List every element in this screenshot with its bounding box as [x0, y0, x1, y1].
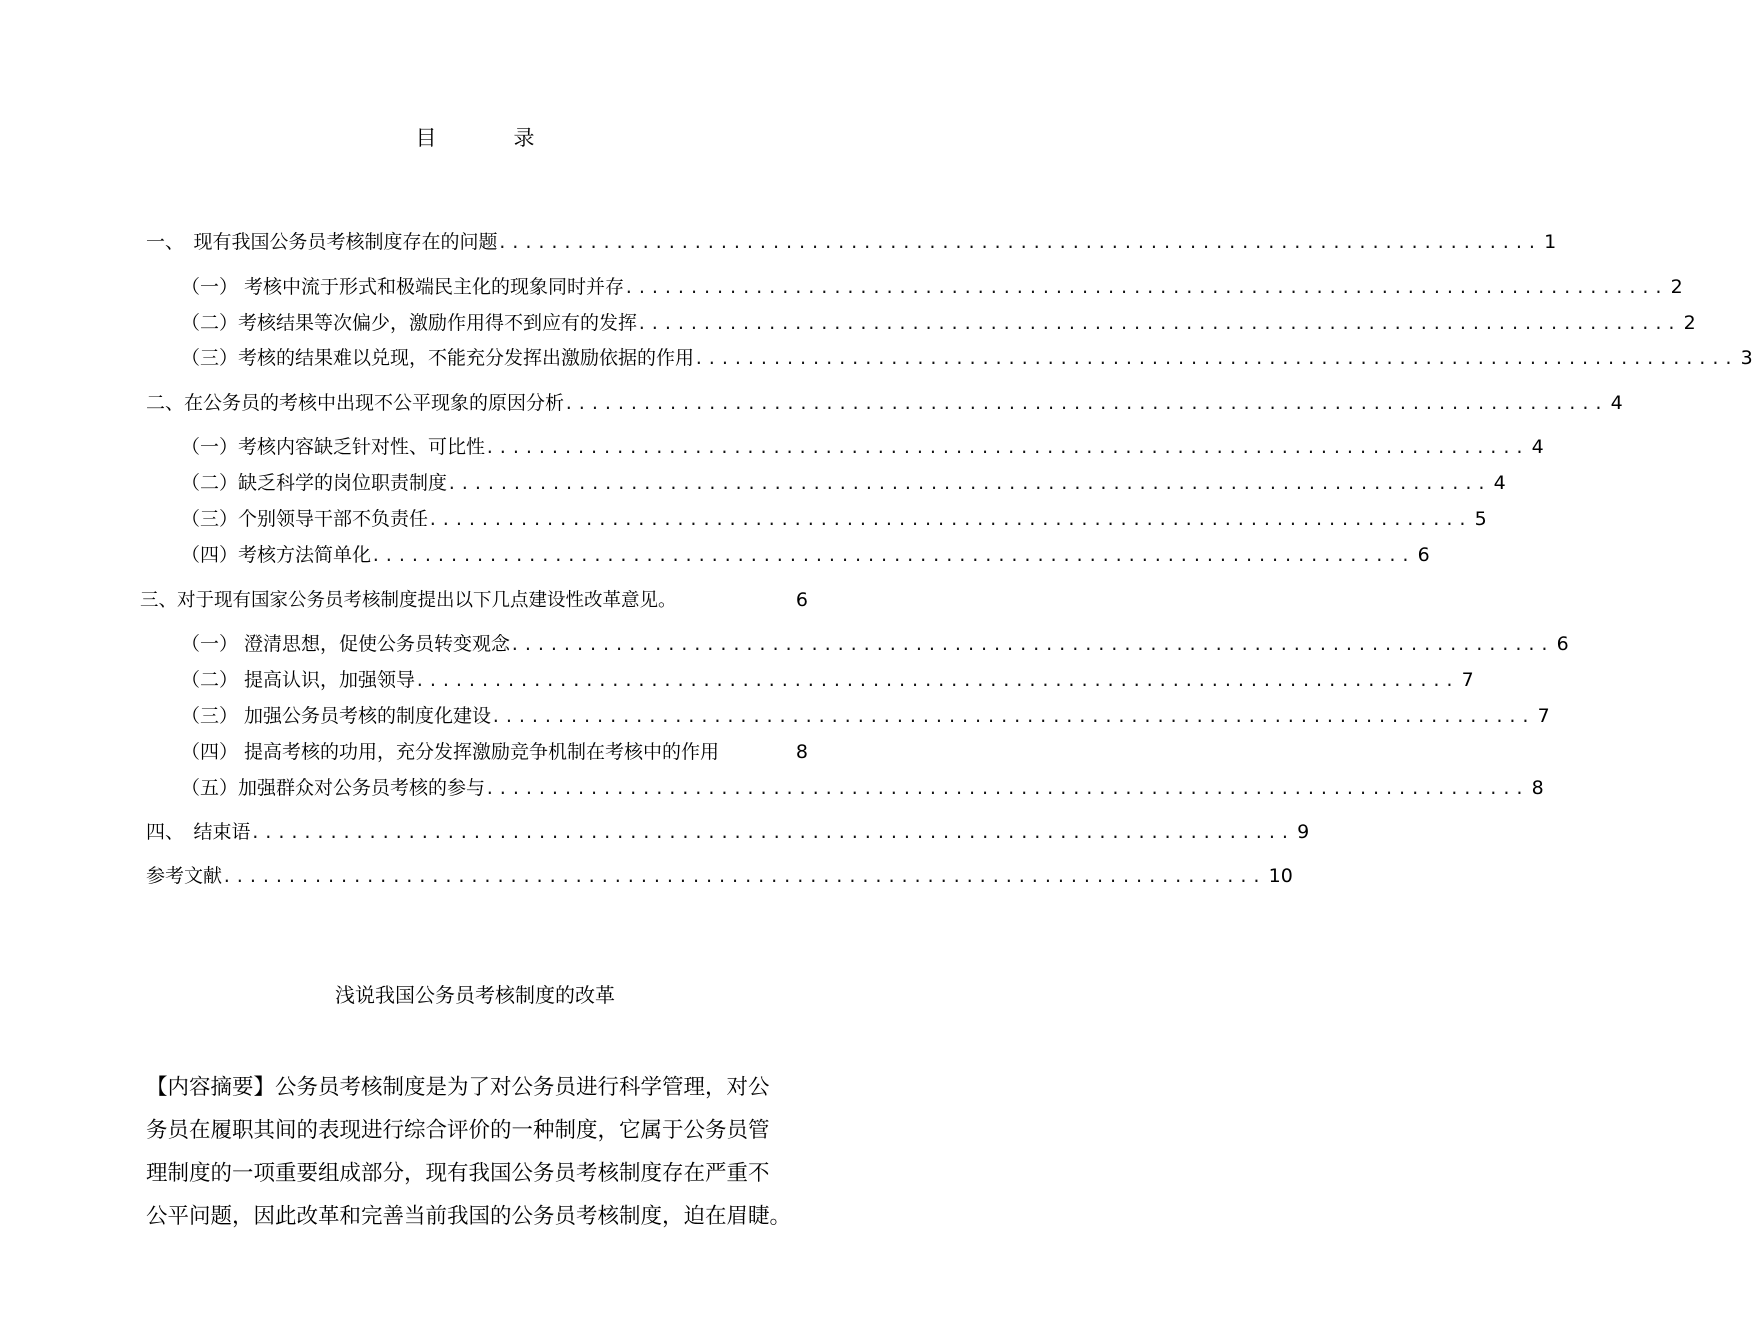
toc-entry-label: 参考文献 [146, 865, 223, 887]
toc-entry-label: 四、 结束语 [146, 821, 251, 843]
abstract-line: 【内容摘要】公务员考核制度是为了对公务员进行科学管理，对公 [146, 1075, 770, 1100]
toc-entry-label: （三）个别领导干部不负责任 [181, 508, 429, 530]
toc-entry-label: （二）缺乏科学的岗位职责制度 [181, 472, 448, 494]
toc-entry-page: 6 [795, 589, 808, 611]
toc-entry-page: 6 [1417, 544, 1430, 566]
toc-entry[interactable] [181, 739, 808, 765]
toc-entry-page: 1 [1544, 231, 1557, 253]
toc-entry-label: （一） 澄清思想，促使公务员转变观念 [181, 633, 511, 655]
article-title: 浅说我国公务员考核制度的改革 [335, 983, 615, 1007]
toc-leader-dots: ................................................................................ [637, 314, 1680, 333]
toc-leader-dots: ................................................................................ [371, 546, 1414, 565]
toc-leader-dots: ................................................................................ [624, 278, 1667, 297]
toc-entry[interactable] [181, 631, 1569, 658]
toc-entry-label: （四） 提高考核的功用，充分发挥激励竞争机制在考核中的作用 [181, 741, 720, 763]
toc-entry-label: （三） 加强公务员考核的制度化建设 [181, 705, 492, 727]
toc-leader-dots: ................................................................................ [222, 867, 1265, 886]
toc-leader-dots: ................................................................................ [250, 823, 1294, 842]
toc-entry[interactable] [146, 819, 1310, 846]
abstract-line: 务员在履职其间的表现进行综合评价的一种制度，它属于公务员管 [146, 1118, 770, 1143]
toc-entry[interactable] [181, 434, 1544, 461]
abstract-line: 公平问题，因此改革和完善当前我国的公务员考核制度，迫在眉睫。 [146, 1204, 792, 1229]
toc-entry[interactable] [181, 542, 1430, 569]
toc-entry-label: 三、对于现有国家公务员考核制度提出以下几点建设性改革意见。 [140, 590, 677, 611]
toc-leader-dots: ................................................................................ [497, 233, 1541, 252]
toc-entry[interactable] [146, 863, 1293, 890]
toc-entry-page: 8 [795, 741, 808, 763]
toc-entry-page: 4 [1610, 392, 1623, 414]
toc-entry-page: 7 [1461, 669, 1474, 691]
toc-entry[interactable] [146, 390, 1623, 417]
toc-entry-label: （四）考核方法简单化 [181, 544, 372, 566]
toc-entry-page: 4 [1531, 436, 1544, 458]
toc-entry-page: 9 [1297, 821, 1310, 843]
toc-leader-dots: ................................................................................ [485, 779, 1528, 798]
toc-entry[interactable] [140, 587, 808, 614]
toc-entry-page: 2 [1670, 276, 1683, 298]
toc-entry-page: 2 [1683, 312, 1696, 334]
toc-entry[interactable] [181, 506, 1487, 533]
toc-entry-label: （一）考核内容缺乏针对性、可比性 [181, 436, 486, 458]
toc-entry-page: 7 [1537, 705, 1550, 727]
toc-entry-label: （二）考核结果等次偏少，激励作用得不到应有的发挥 [181, 312, 638, 334]
toc-entry-page: 3 [1740, 347, 1753, 369]
toc-leader-dots: ................................................................................ [428, 510, 1471, 529]
toc-leader-dots: ................................................................................ [694, 349, 1737, 368]
toc-entry-page: 4 [1493, 472, 1506, 494]
toc-entry[interactable] [181, 345, 1753, 372]
toc-entry[interactable] [181, 775, 1544, 802]
toc-entry[interactable] [146, 229, 1557, 256]
toc-entry-page: 5 [1474, 508, 1487, 530]
toc-entry-label: （一） 考核中流于形式和极端民主化的现象同时并存 [181, 276, 625, 298]
toc-entry[interactable] [181, 274, 1683, 301]
toc-entry[interactable] [181, 310, 1696, 337]
toc-entry-page: 8 [1531, 777, 1544, 799]
toc-entry-label: 二、在公务员的考核中出现不公平现象的原因分析 [146, 392, 565, 414]
toc-leader-dots: ................................................................................ [510, 635, 1553, 654]
toc-title: 目 录 [415, 126, 563, 150]
toc-entry[interactable] [181, 470, 1506, 497]
toc-entry-label: （三）考核的结果难以兑现，不能充分发挥出激励依据的作用 [181, 347, 695, 369]
toc-leader-dots: ................................................................................ [485, 438, 1528, 457]
toc-entry-page: 10 [1268, 865, 1293, 887]
toc-entry[interactable] [181, 703, 1550, 730]
toc-entry[interactable] [181, 667, 1474, 694]
toc-entry-label: （五）加强群众对公务员考核的参与 [181, 777, 486, 799]
abstract-paragraph [146, 1066, 822, 1238]
toc-leader-dots: ................................................................................ [564, 394, 1607, 413]
toc-leader-dots: ................................................................................ [415, 671, 1458, 690]
toc-entry-page: 6 [1556, 633, 1569, 655]
toc-entry-label: （二） 提高认识，加强领导 [181, 669, 416, 691]
toc-entry-label: 一、 现有我国公务员考核制度存在的问题 [146, 231, 498, 253]
abstract-line: 理制度的一项重要组成部分，现有我国公务员考核制度存在严重不 [146, 1161, 770, 1186]
toc-leader-dots: ................................................................................ [447, 474, 1490, 493]
toc-leader-dots: ................................................................................ [491, 707, 1534, 726]
